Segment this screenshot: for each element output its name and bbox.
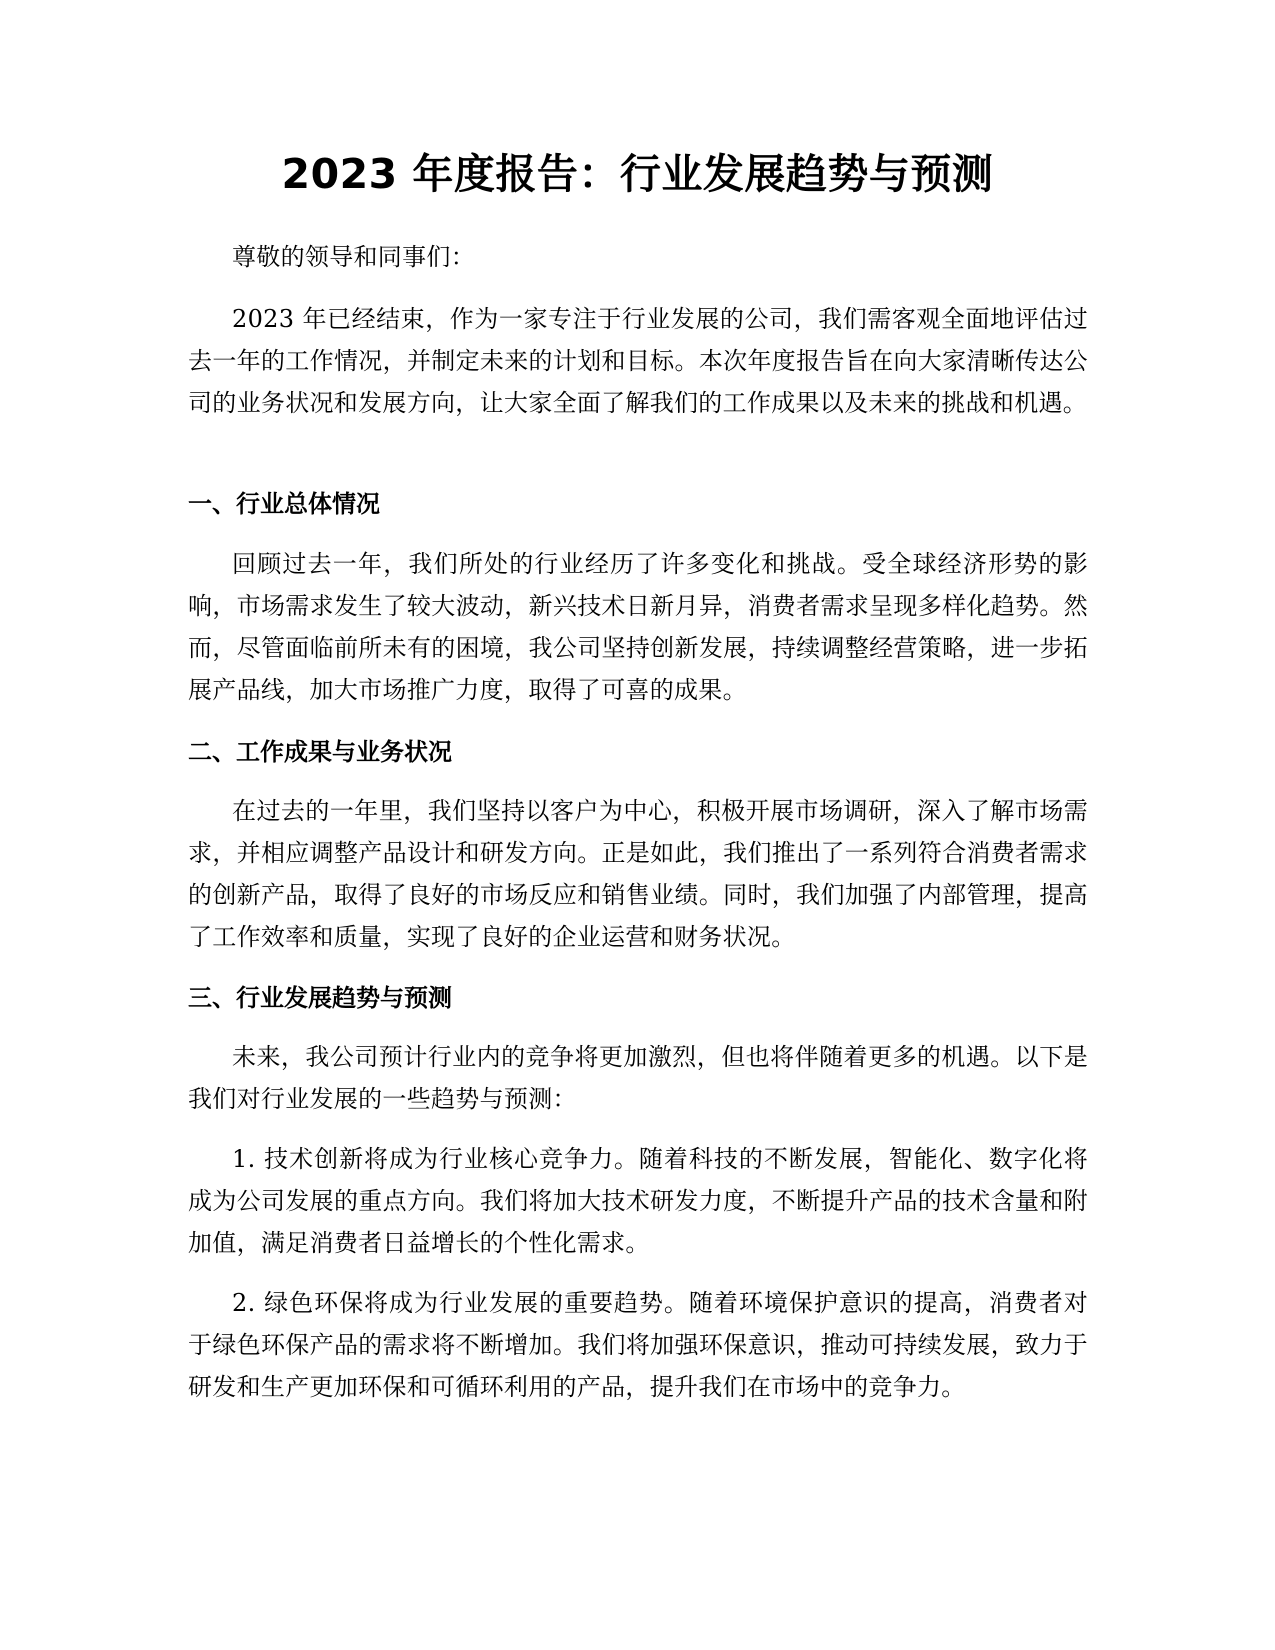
section-paragraph-industry-overview: 回顾过去一年，我们所处的行业经历了许多变化和挑战。受全球经济形势的影响，市场需求发生了较大波动，新兴技术日新月异，消费者需求呈现多样化趋势。然而，尽管面临前所未有的困境，我公司坚持创新发展，持续调整经营策略，进一步拓展产品线，加大市场推广力度，取得了可喜的成果。 (188, 550, 1088, 704)
document-title: 2023 年度报告：行业发展趋势与预测 (281, 150, 994, 198)
intro-paragraph: 2023 年已经结束，作为一家专注于行业发展的公司，我们需客观全面地评估过去一年的工作情况，并制定未来的计划和目标。本次年度报告旨在向大家清晰传达公司的业务状况和发展方向，让大家全面了解我们的工作成果以及未来的挑战和机遇。 (188, 305, 1088, 417)
section-heading-work-results: 二、工作成果与业务状况 (188, 738, 452, 766)
section-heading-industry-overview: 一、行业总体情况 (188, 490, 380, 518)
section-heading-trends-forecast: 三、行业发展趋势与预测 (188, 984, 452, 1012)
section-paragraph-work-results: 在过去的一年里，我们坚持以客户为中心，积极开展市场调研，深入了解市场需求，并相应调整产品设计和研发方向。正是如此，我们推出了一系列符合消费者需求的创新产品，取得了良好的市场反应和销售业绩。同时，我们加强了内部管理，提高了工作效率和质量，实现了良好的企业运营和财务状况。 (188, 797, 1088, 951)
greeting-paragraph: 尊敬的领导和同事们： (232, 243, 475, 271)
list-item-technology-innovation: 1. 技术创新将成为行业核心竞争力。随着科技的不断发展，智能化、数字化将成为公司发展的重点方向。我们将加大技术研发力度，不断提升产品的技术含量和附加值，满足消费者日益增长的个性化需求。 (188, 1145, 1088, 1257)
section-paragraph-trends-intro: 未来，我公司预计行业内的竞争将更加激烈，但也将伴随着更多的机遇。以下是我们对行业发展的一些趋势与预测： (188, 1043, 1088, 1113)
list-item-green-environment: 2. 绿色环保将成为行业发展的重要趋势。随着环境保护意识的提高，消费者对于绿色环保产品的需求将不断增加。我们将加强环保意识，推动可持续发展，致力于研发和生产更加环保和可循环利用的产品，提升我们在市场中的竞争力。 (188, 1289, 1088, 1401)
